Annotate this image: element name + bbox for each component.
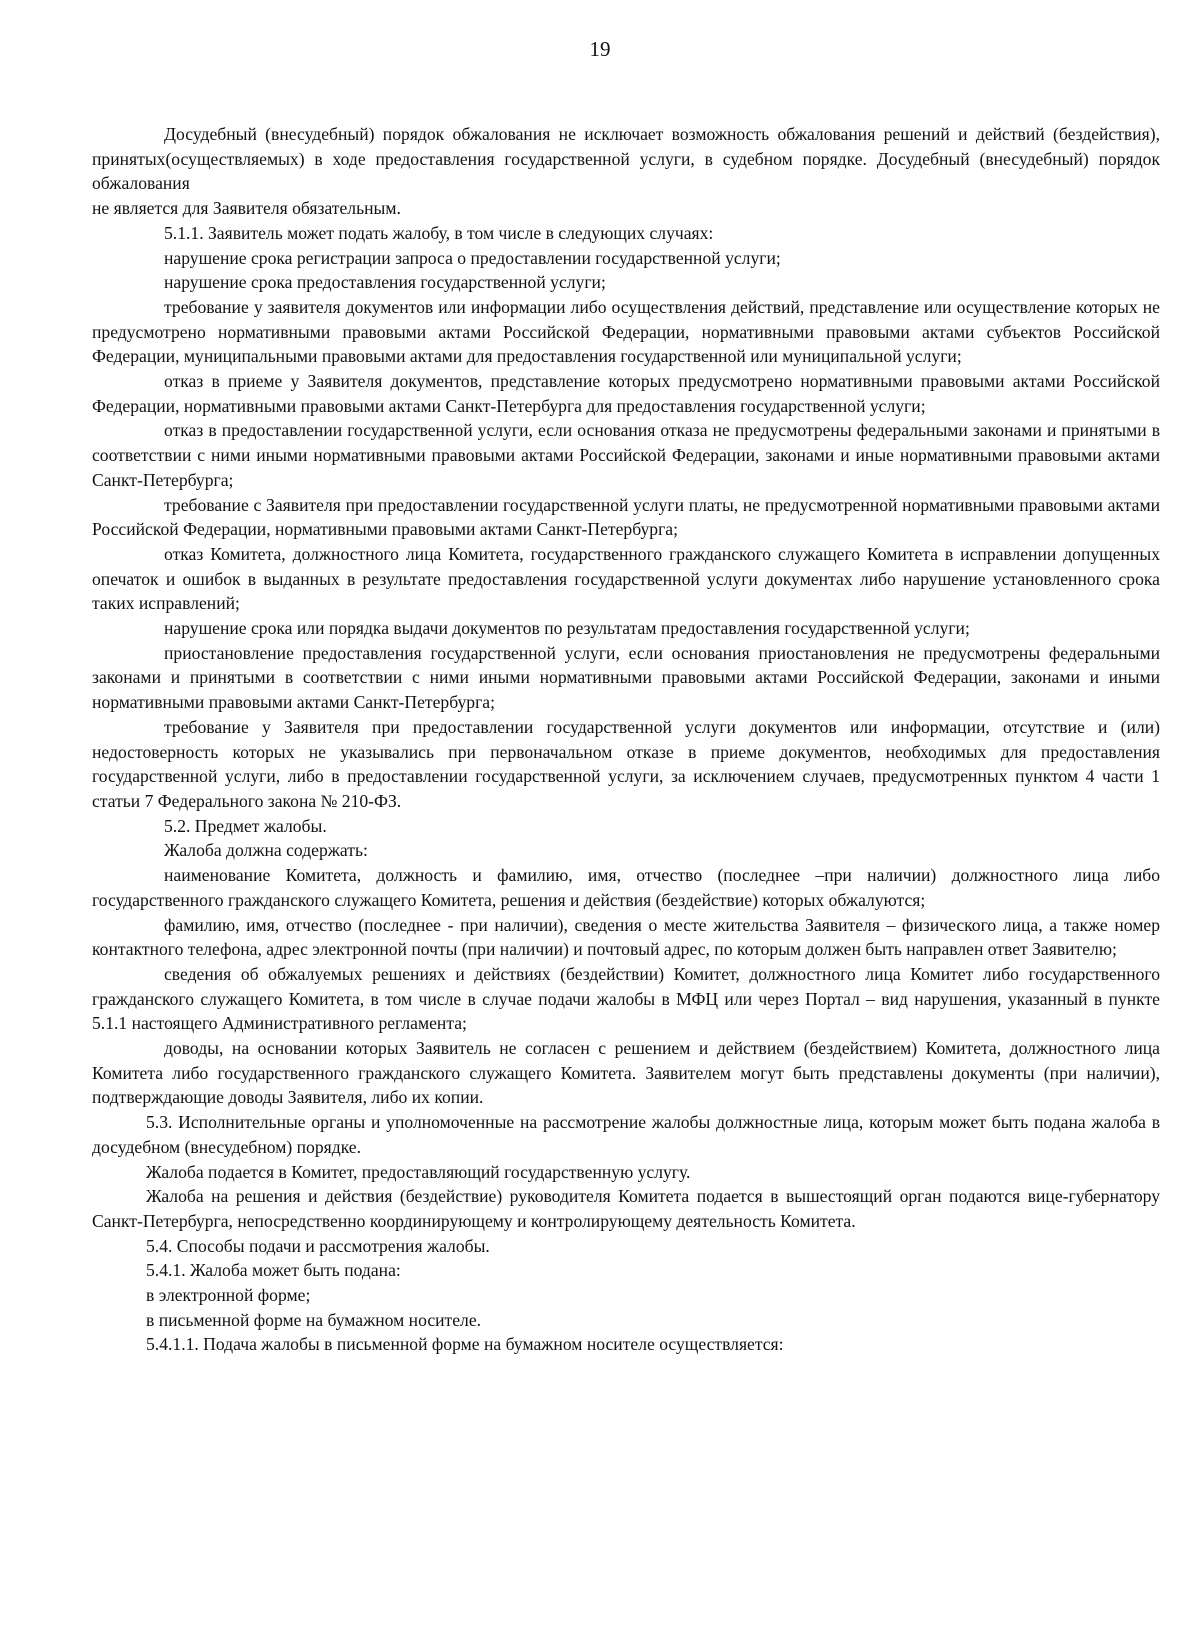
section-heading-5-2: 5.2. Предмет жалобы.	[164, 815, 327, 836]
list-item-missing-documents: требование у Заявителя при предоставлении государственной услуги документов или информации, отсутствие и (или) недостоверность которых не указывались при первоначальном отказе в приеме документов, необходимых для предоставления государственной услуги, либо в предоставлении государственной услуги, за исключением случаев, предусмотренных пунктом 4 части 1 статьи 7 Федерального закона № 210-ФЗ.	[92, 716, 1160, 811]
page-number: 19	[589, 37, 611, 61]
list-item-electronic-form: в электронной форме;	[146, 1285, 311, 1306]
list-item-suspension: приостановление предоставления государственной услуги, если основания приостановления не предусмотрены федеральными законами и принятыми в соответствии с ними иными нормативными правовыми актами Российской Федерации, законами и иными нормативными правовыми актами Санкт-Петербурга;	[92, 642, 1160, 713]
paragraph-not-mandatory: не является для Заявителя обязательным.	[92, 198, 401, 219]
section-heading-5-4: 5.4. Способы подачи и рассмотрения жалобы.	[146, 1235, 490, 1256]
paragraph-complaint-contents: Жалоба должна содержать:	[164, 840, 368, 861]
paragraph-5-4-1: 5.4.1. Жалоба может быть подана:	[146, 1260, 401, 1281]
list-item-committee-name: наименование Комитета, должность и фамилию, имя, отчество (последнее –при наличии) должностного лица либо государственного гражданского служащего Комитета, решения и действия (бездействие) которых обжалуются;	[92, 865, 1160, 910]
list-item-arguments: доводы, на основании которых Заявитель не согласен с решением и действием (бездействием) Комитета, должностного лица Комитета либо государственного гражданского служащего Комитета. Заявителем могут быть представлены документы (при наличии), подтверждающие доводы Заявителя, либо их копии.	[92, 1038, 1160, 1108]
section-heading-5-3: 5.3. Исполнительные органы и уполномоченные на рассмотрение жалобы должностные лица, которым может быть подана жалоба в досудебном (внесудебном) порядке.	[92, 1112, 1160, 1157]
paragraph-submitted-to-committee: Жалоба подается в Комитет, предоставляющий государственную услугу.	[146, 1161, 691, 1182]
list-item-unlawful-fee: требование с Заявителя при предоставлении государственной услуги платы, не предусмотренной нормативными правовыми актами Российской Федерации, нормативными правовыми актами Санкт-Петербурга;	[92, 494, 1160, 540]
list-item-registration-delay: нарушение срока регистрации запроса о предоставлении государственной услуги;	[164, 247, 781, 268]
list-item-refusal-to-provide: отказ в предоставлении государственной услуги, если основания отказа не предусмотрены федеральными законами и принятыми в соответствии с ними иными нормативными правовыми актами Российской Федерации, законами и иные нормативными правовыми актами Санкт-Петербурга;	[92, 420, 1160, 490]
paragraph-appeal-against-head: Жалоба на решения и действия (бездействие) руководителя Комитета подается в вышестоящий орган подаются вице-губернатору Санкт-Петербурга, непосредственно координирующему и контролирующему деятельность Комитета.	[92, 1186, 1160, 1231]
list-item-issue-delay: нарушение срока или порядка выдачи документов по результатам предоставления государственной услуги;	[164, 618, 970, 639]
list-item-correction-refusal: отказ Комитета, должностного лица Комитета, государственного гражданского служащего Комитета в исправлении допущенных опечаток и ошибок в выданных в результате предоставления государственной услуги документах либо нарушение установленного срока таких исправлений;	[92, 543, 1160, 614]
paragraph-pretrial-appeal: Досудебный (внесудебный) порядок обжалования не исключает возможность обжалования решений и действий (бездействия), принятых(осуществляемых) в ходе предоставления государственной услуги, в судебном порядке. Досудебный (внесудебный) порядок обжалования	[92, 124, 1160, 194]
list-item-extra-documents: требование у заявителя документов или информации либо осуществления действий, представление или осуществление которых не предусмотрено нормативными правовыми актами Российской Федерации, нормативными правовыми актами субъектов Российской Федерации, муниципальными правовыми актами для предоставления государственной или муниципальной услуги;	[92, 296, 1160, 367]
list-item-refusal-to-accept: отказ в приеме у Заявителя документов, представление которых предусмотрено нормативными правовыми актами Российской Федерации, нормативными правовыми актами Санкт-Петербурга для предоставления государственной услуги;	[92, 371, 1160, 416]
document-body	[92, 122, 1160, 1357]
list-item-service-delay: нарушение срока предоставления государственной услуги;	[164, 272, 606, 293]
paragraph-5-1-1: 5.1.1. Заявитель может подать жалобу, в том числе в следующих случаях:	[164, 222, 714, 243]
paragraph-5-4-1-1: 5.4.1.1. Подача жалобы в письменной форме на бумажном носителе осуществляется:	[146, 1334, 784, 1355]
list-item-appealed-decisions: сведения об обжалуемых решениях и действиях (бездействии) Комитет, должностного лица Комитет либо государственного гражданского служащего Комитета, в том числе в случае подачи жалобы в МФЦ или через Портал – вид нарушения, указанный в пункте 5.1.1 настоящего Административного регламента;	[92, 963, 1160, 1034]
list-item-paper-form: в письменной форме на бумажном носителе.	[146, 1309, 482, 1330]
list-item-applicant-details: фамилию, имя, отчество (последнее - при наличии), сведения о месте жительства Заявителя – физического лица, а также номер контактного телефона, адрес электронной почты (при наличии) и почтовый адрес, по которым должен быть направлен ответ Заявителю;	[92, 914, 1160, 960]
